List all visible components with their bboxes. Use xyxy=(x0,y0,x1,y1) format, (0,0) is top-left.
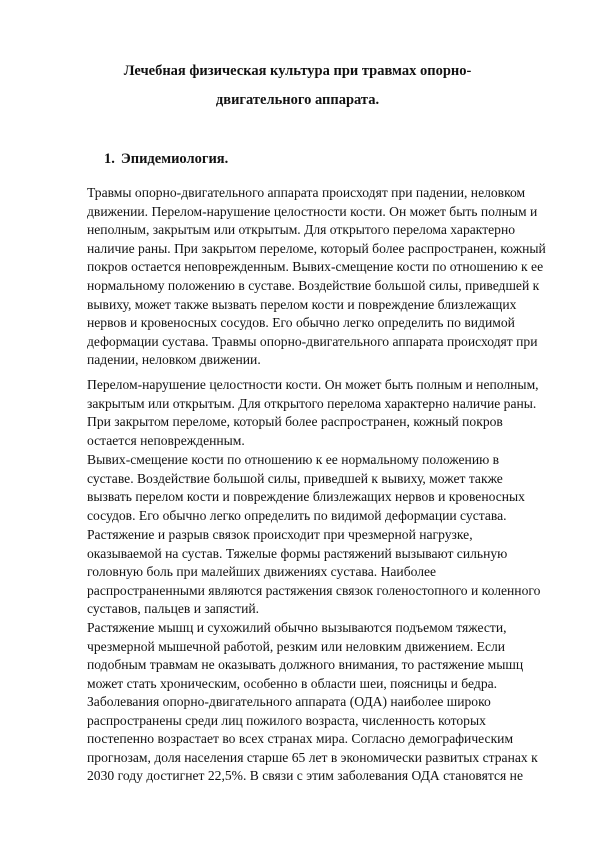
section-heading xyxy=(104,150,228,168)
paragraph: Травмы опорно-двигательного аппарата происходят при падении, неловком движении. Перелом-нарушение целостности кости. Он может быть полным и неполным, закрытым или открытым. Для открытого перелома характерно наличие раны. При закрытом переломе, который более распространен, кожный покров остается неповрежденным. Вывих-смещение кости по отношению к ее нормальному положению в суставе. Воздействие большой силы, приведшей к вывиху, может также вызвать перелом кости и повреждение близлежащих нервов и кровеносных сосудов. Его обычно легко определить по видимой деформации сустава. Травмы опорно-двигательного аппарата происходят при падении, неловком движении. xyxy=(87,185,546,368)
section-title: Эпидемиология. xyxy=(120,151,229,167)
paragraph: Вывих-смещение кости по отношению к ее нормальному положению в суставе. Воздействие большой силы, приведшей к вывиху, может также вызвать перелом кости и повреждение близлежащих нервов и кровеносных сосудов. Его обычно легко определить по видимой деформации сустава. xyxy=(87,452,525,523)
section-number: 1. xyxy=(104,151,115,167)
document-title-line-2: двигательного аппарата. xyxy=(215,92,380,108)
paragraph: Растяжение и разрыв связок происходит при чрезмерной нагрузке, оказываемой на сустав. Тяжелые формы растяжений вызывают сильную головную боль при малейших движениях сустава. Наиболее распространенными являются растяжения связок голеностопного и коленного суставов, пальцев и запястий. xyxy=(87,527,541,617)
document-title xyxy=(80,57,515,115)
paragraph: Заболевания опорно-двигательного аппарата (ОДА) наиболее широко распространены среди лиц пожилого возраста, численность которых постепенно возрастает во всех странах мира. Согласно демографическим прогнозам, доля населения старше 65 лет в экономически развитых странах к 2030 году достигнет 22,5%. В связи с этим заболевания ОДА становятся не xyxy=(87,694,538,784)
paragraph: Перелом-нарушение целостности кости. Он может быть полным и неполным, закрытым или открытым. Для открытого перелома характерно наличие раны. При закрытом переломе, который более распространен, кожный покров остается неповрежденным. xyxy=(87,377,539,448)
document-title-line-1: Лечебная физическая культура при травмах опорно- xyxy=(123,63,472,79)
paragraph: Растяжение мышц и сухожилий обычно вызываются подъемом тяжести, чрезмерной мышечной работой, резким или неловким движением. Если подобным травмам не оказывать должного внимания, то растяжение мышц может стать хроническим, особенно в области шеи, поясницы и бедра. xyxy=(87,620,524,691)
